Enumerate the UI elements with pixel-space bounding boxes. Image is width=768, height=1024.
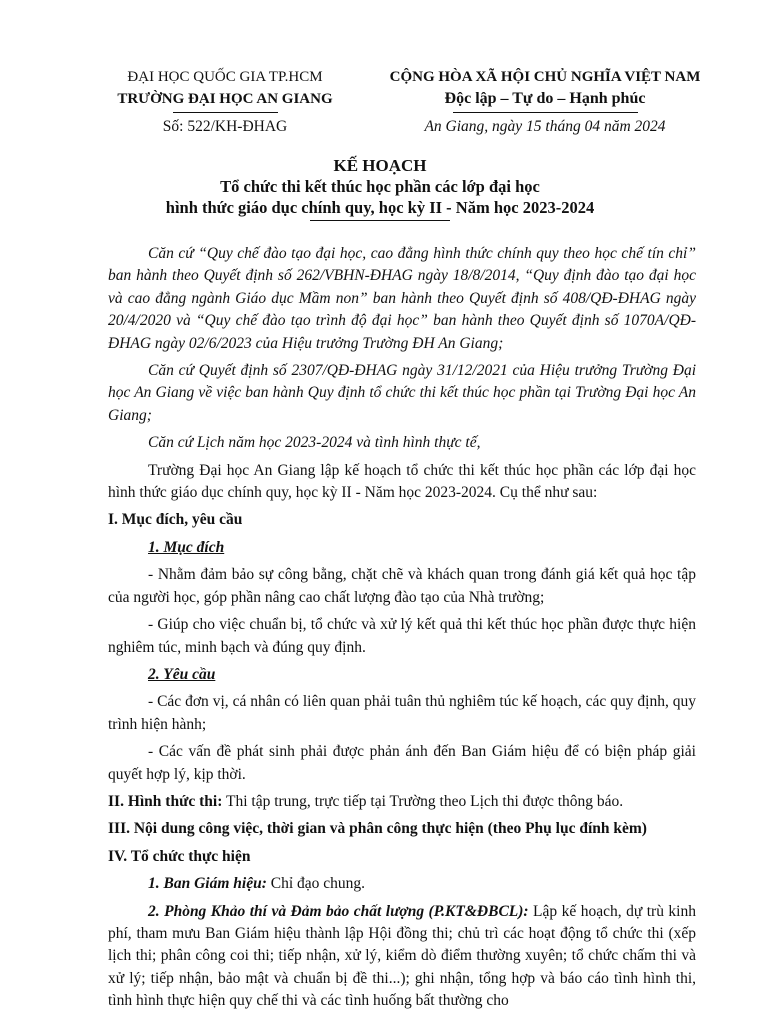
section-2-text: Thi tập trung, trực tiếp tại Trường theo Lịch thi được thông báo.	[222, 792, 624, 810]
issuer-underline	[173, 112, 278, 113]
title-line-2: Tổ chức thi kết thúc học phần các lớp đại học	[220, 177, 540, 196]
country-name: CỘNG HÒA XÃ HỘI CHỦ NGHĨA VIỆT NAM	[389, 69, 701, 85]
legal-basis-2: Căn cứ Quyết định số 2307/QĐ-ĐHAG ngày 31/12/2021 của Hiệu trưởng Trường Đại học An Giang về việc ban hành Quy định tổ chức thi kết thúc học phần tại Trường Đại học An Giang;	[108, 362, 696, 424]
section-1-2-heading	[108, 664, 696, 686]
purpose-item-1: - Nhằm đảm bảo sự công bằng, chặt chẽ và khách quan trong đánh giá kết quả học tập của người học, góp phần nâng cao chất lượng đào tạo của Nhà trường;	[108, 566, 696, 606]
document-number: Số: 522/KH-ĐHAG	[162, 118, 288, 135]
title-underline	[310, 220, 450, 221]
requirement-item-1: - Các đơn vị, cá nhân có liên quan phải tuân thủ nghiêm túc kế hoạch, các quy định, quy trình hiện hành;	[108, 693, 696, 733]
section-4-2-label: 2. Phòng Khảo thí và Đảm bảo chất lượng (P.KT&ĐBCL):	[148, 902, 529, 920]
purpose-item-2: - Giúp cho việc chuẩn bị, tổ chức và xử lý kết quả thi kết thúc học phần được thực hiện nghiêm túc, minh bạch và đúng quy định.	[108, 616, 696, 656]
national-heading	[380, 66, 710, 113]
section-4-1-label: 1. Ban Giám hiệu:	[148, 875, 267, 893]
motto-underline	[453, 112, 638, 113]
title-main: KẾ HOẠCH	[333, 156, 427, 175]
section-2-heading: II. Hình thức thi:	[108, 792, 223, 810]
intro-paragraph: Trường Đại học An Giang lập kế hoạch tổ chức thi kết thúc học phần các lớp đại học hình thức giáo dục chính quy, học kỳ II - Năm học 2023-2024. Cụ thể như sau:	[108, 461, 696, 502]
section-4-2	[108, 901, 696, 1013]
section-3-heading: III. Nội dung công việc, thời gian và phân công thực hiện (theo Phụ lục đính kèm)	[108, 820, 647, 838]
title-line-3: hình thức giáo dục chính quy, học kỳ II - Năm học 2023-2024	[165, 198, 595, 217]
section-4-1-text: Chỉ đạo chung.	[266, 875, 366, 893]
section-4-2-text: Lập kế hoạch, dự trù kinh phí, tham mưu Ban Giám hiệu thành lập Hội đồng thi; chủ trì các hoạt động tổ chức thi (xếp lịch thi; phân công coi thi; tiếp nhận, xử lý, kiểm dò điểm thường xuyên; tổ chức chấm thi và xử lý; tiếp nhận, bảo mật và chuẩn bị đề thi...); ghi nhận, tổng hợp và báo cáo tình hình thi, tình hình thực hiện quy chế thi và các tình huống bất thường cho	[108, 902, 696, 1010]
section-1-heading: I. Mục đích, yêu cầu	[108, 511, 243, 529]
section-2	[108, 791, 696, 813]
national-motto: Độc lập – Tự do – Hạnh phúc	[444, 90, 646, 107]
requirement-item-2: - Các vấn đề phát sinh phải được phản ánh đến Ban Giám hiệu để có biện pháp giải quyết hợp lý, kịp thời.	[108, 743, 696, 783]
issuing-school: TRƯỜNG ĐẠI HỌC AN GIANG	[117, 91, 333, 107]
document-body	[108, 243, 696, 1018]
section-1-1-heading	[108, 537, 696, 559]
section-4-heading: IV. Tổ chức thực hiện	[108, 847, 251, 865]
legal-basis-3: Căn cứ Lịch năm học 2023-2024 và tình hình thực tế,	[148, 434, 481, 452]
document-date: An Giang, ngày 15 tháng 04 năm 2024	[424, 118, 666, 135]
legal-basis-1: Căn cứ “Quy chế đào tạo đại học, cao đẳng hình thức chính quy theo học chế tín chỉ” ban hành theo Quyết định số 262/VBHN-ĐHAG ngày 18/8/2014, “Quy định đào tạo đại học và cao đẳng ngành Giáo dục Mầm non” ban hành theo Quyết định số 408/QĐ-ĐHAG ngày 20/4/2020 và “Quy chế đào tạo trình độ đại học” ban hành theo Quyết định số 1070A/QĐ-ĐHAG ngày 02/6/2023 của Hiệu trưởng Trường ĐH An Giang;	[108, 245, 696, 352]
issuer-block	[90, 66, 360, 113]
section-1-1-label: 1. Mục đích	[148, 538, 225, 556]
section-4-1	[108, 873, 696, 895]
document-title	[100, 155, 660, 221]
section-1-2-label: 2. Yêu cầu	[148, 665, 216, 683]
parent-organization: ĐẠI HỌC QUỐC GIA TP.HCM	[127, 69, 323, 85]
